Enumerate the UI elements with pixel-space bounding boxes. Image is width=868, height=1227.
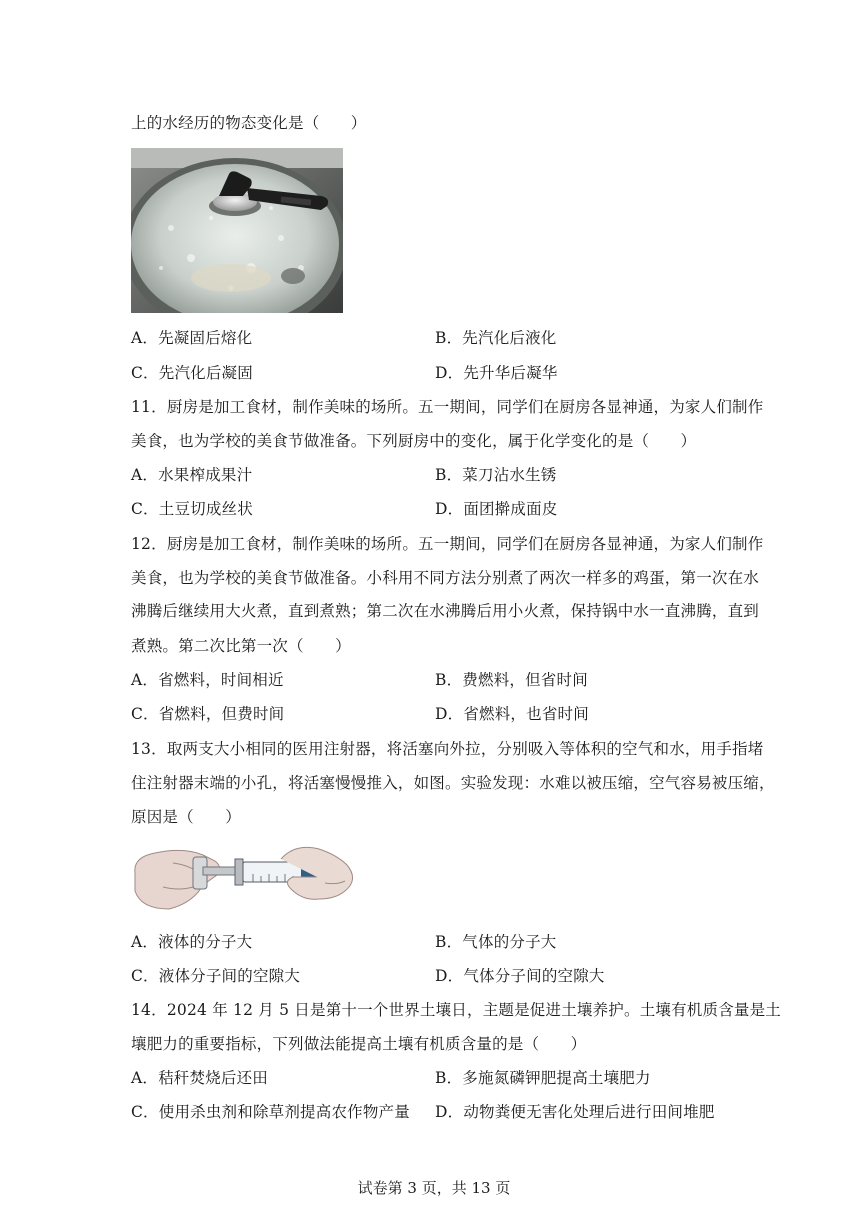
q13-option-b: B．气体的分子大 <box>435 933 557 951</box>
q11-option-a: A．水果榨成果汁 <box>131 466 253 484</box>
q14-option-c: C．使用杀虫剂和除草剂提高农作物产量 <box>131 1103 410 1121</box>
q12-stem-line: 沸腾后继续用大火煮，直到煮熟；第二次在水沸腾后用小火煮，保持锅中水一直沸腾，直到 <box>131 602 760 620</box>
q12-option-d: D．省燃料，也省时间 <box>435 705 589 723</box>
q11-option-c: C．土豆切成丝状 <box>131 500 253 518</box>
q13-stem-line: 原因是（ ） <box>131 808 241 826</box>
q11-option-d: D．面团擀成面皮 <box>435 500 558 518</box>
q12-stem-line: 煮熟。第二次比第一次（ ） <box>131 637 351 655</box>
q12-option-a: A．省燃料，时间相近 <box>131 671 284 689</box>
pot-lid-photo <box>131 148 343 313</box>
q14-option-a: A．秸秆焚烧后还田 <box>131 1069 268 1087</box>
q12-stem-line: 12．厨房是加工食材，制作美味的场所。五一期间，同学们在厨房各显神通，为家人们制作 <box>131 535 764 553</box>
q11-option-b: B．菜刀沾水生锈 <box>435 466 557 484</box>
q13-option-a: A．液体的分子大 <box>131 933 253 951</box>
page-footer: 试卷第 3 页，共 13 页 <box>357 1179 511 1197</box>
q13-option-c: C．液体分子间的空隙大 <box>131 967 301 985</box>
syringe-illustration <box>133 843 358 913</box>
q14-stem-line: 壤肥力的重要指标，下列做法能提高土壤有机质含量的是（ ） <box>131 1035 587 1053</box>
q12-stem-line: 美食，也为学校的美食节做准备。小科用不同方法分别煮了两次一样多的鸡蛋，第一次在水 <box>131 569 760 587</box>
q13-option-d: D．气体分子间的空隙大 <box>435 967 605 985</box>
q13-stem-line: 13．取两支大小相同的医用注射器，将活塞向外拉，分别吸入等体积的空气和水，用手指堵 <box>131 740 764 758</box>
q10-option-a: A．先凝固后熔化 <box>131 329 253 347</box>
q12-option-c: C．省燃料，但费时间 <box>131 705 285 723</box>
q10-option-b: B．先汽化后液化 <box>435 329 557 347</box>
q10-option-c: C．先汽化后凝固 <box>131 364 253 382</box>
q12-option-b: B．费燃料，但省时间 <box>435 671 588 689</box>
q14-option-b: B．多施氮磷钾肥提高土壤肥力 <box>435 1069 651 1087</box>
q11-stem-line: 美食，也为学校的美食节做准备。下列厨房中的变化，属于化学变化的是（ ） <box>131 432 697 450</box>
q14-stem-line: 14．2024 年 12 月 5 日是第十一个世界土壤日，主题是促进土壤养护。土壤有机质含量是土 <box>131 1001 781 1019</box>
q14-option-d: D．动物粪便无害化处理后进行田间堆肥 <box>435 1103 715 1121</box>
q10-option-d: D．先升华后凝华 <box>435 364 558 382</box>
q13-stem-line: 住注射器末端的小孔，将活塞慢慢推入，如图。实验发现：水难以被压缩，空气容易被压缩， <box>131 774 775 792</box>
q10-stem: 上的水经历的物态变化是（ ） <box>131 114 367 132</box>
q11-stem-line: 11．厨房是加工食材，制作美味的场所。五一期间，同学们在厨房各显神通，为家人们制作 <box>131 398 764 416</box>
